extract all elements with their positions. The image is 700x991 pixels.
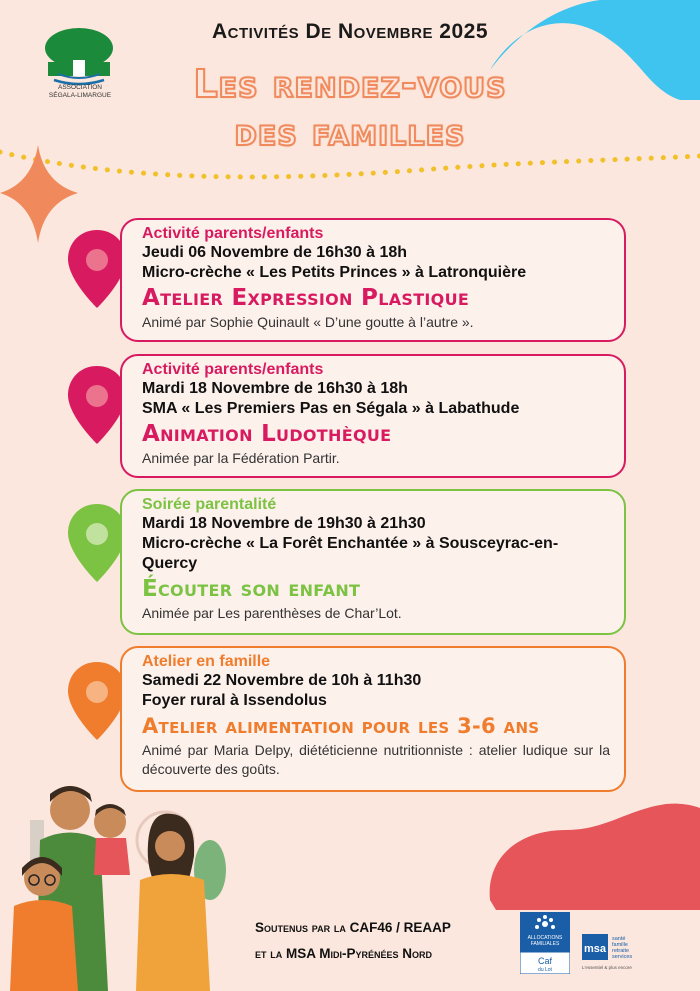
- event-place: Micro-crèche « La Forêt Enchantée » à Sousceyrac-en-Quercy: [142, 535, 559, 572]
- red-blob-shape: [486, 800, 700, 910]
- event-title: Écouter son enfant: [142, 576, 361, 602]
- logo-caption-line1: ASSOCIATION: [58, 84, 102, 91]
- event-category: Soirée parentalité: [142, 496, 277, 513]
- msa-text3: retraite: [612, 948, 630, 954]
- event-date: Samedi 22 Novembre de 10h à 11h30: [142, 672, 422, 689]
- caf-label4: du Lot: [538, 967, 552, 973]
- logo-caption-line2: SÉGALA-LIMARGUE: [48, 92, 112, 99]
- event-card-2: [120, 354, 626, 478]
- event-card-1: [120, 218, 626, 342]
- event-description: Animée par Les parenthèses de Char’Lot.: [142, 605, 402, 621]
- msa-text2: famille: [612, 942, 628, 948]
- support-line2: et la MSA Midi-Pyrénées Nord: [255, 946, 433, 961]
- caf-label2: FAMILIALES: [530, 941, 560, 947]
- event-category: Activité parents/enfants: [142, 225, 324, 242]
- msa-logo: [582, 932, 652, 972]
- event-place: Foyer rural à Issendolus: [142, 692, 327, 709]
- svg-text:msa: msa: [583, 943, 607, 955]
- event-description: Animé par Maria Delpy, diététicienne nutritionniste : atelier ludique sur la découverte des goûts.: [142, 742, 610, 777]
- month-title: Activités De Novembre 2025: [211, 20, 489, 43]
- main-title-line1: Les rendez-vous: [193, 62, 507, 106]
- caf-label3: Caf: [537, 956, 553, 966]
- event-date: Jeudi 06 Novembre de 16h30 à 18h: [142, 244, 408, 261]
- support-text: [255, 915, 515, 967]
- event-card-4: [120, 646, 626, 792]
- location-pin-icon: [66, 364, 128, 446]
- msa-text4: services: [612, 954, 633, 960]
- event-card-3: [120, 489, 626, 635]
- caf-label1: ALLOCATIONS: [527, 935, 563, 941]
- event-category: Activité parents/enfants: [142, 361, 324, 378]
- location-pin-icon: [66, 502, 128, 584]
- event-title: Atelier alimentation pour les 3-6 ans: [142, 714, 540, 738]
- event-date: Mardi 18 Novembre de 16h30 à 18h: [142, 380, 408, 397]
- support-line1: Soutenus par la CAF46 / REAAP: [255, 920, 451, 935]
- event-category: Atelier en famille: [142, 653, 271, 670]
- event-title: Atelier Expression Plastique: [142, 285, 470, 311]
- msa-tagline: L'essentiel & plus encore: [582, 965, 632, 970]
- caf-logo: [520, 912, 570, 974]
- event-description: Animé par Sophie Quinault « D’une goutte à l’autre ».: [142, 314, 474, 330]
- event-title: Animation Ludothèque: [142, 421, 392, 447]
- location-pin-icon: [66, 228, 128, 310]
- main-title-line2: des familles: [234, 110, 466, 154]
- event-place: SMA « Les Premiers Pas en Ségala » à Labathude: [142, 400, 520, 417]
- main-title: [110, 60, 590, 156]
- event-description: Animée par la Fédération Partir.: [142, 450, 340, 466]
- location-pin-icon: [66, 660, 128, 742]
- event-place: Micro-crèche « Les Petits Princes » à Latronquière: [142, 264, 527, 281]
- event-date: Mardi 18 Novembre de 19h30 à 21h30: [142, 515, 426, 532]
- msa-text1: santé: [612, 936, 626, 942]
- family-illustration: [0, 780, 240, 991]
